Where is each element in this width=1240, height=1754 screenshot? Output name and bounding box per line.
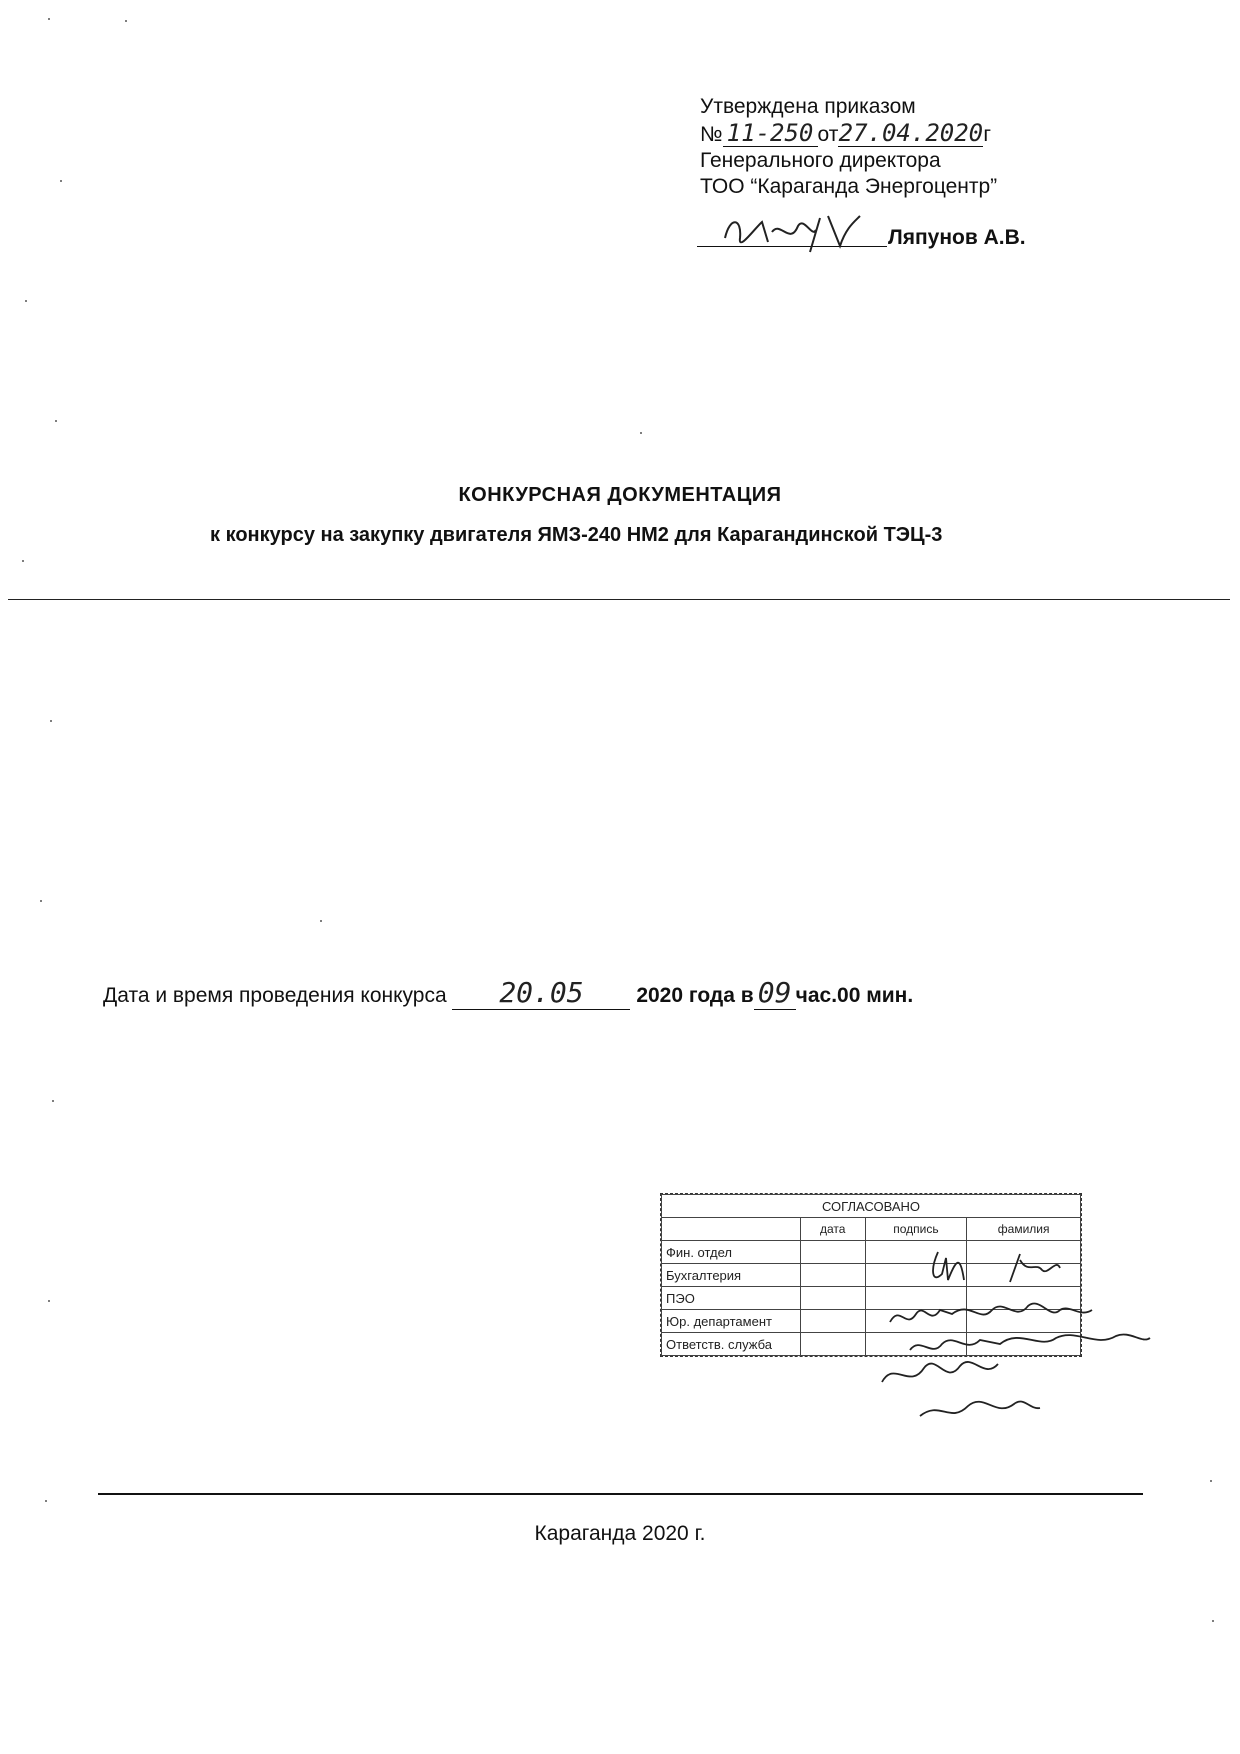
scan-speck — [60, 180, 62, 182]
number-prefix: № — [700, 123, 723, 146]
document-title: КОНКУРСНАЯ ДОКУМЕНТАЦИЯ — [458, 484, 782, 506]
scan-speck — [50, 720, 52, 722]
company-name: ТОО “Караганда Энергоцентр” — [700, 175, 998, 198]
stamp-signatures — [880, 1240, 1160, 1430]
datetime-label: Дата и время проведения конкурса — [103, 984, 447, 1007]
scan-speck — [125, 20, 127, 22]
contest-datetime — [103, 976, 913, 1010]
scan-speck — [320, 920, 322, 922]
scan-speck — [25, 300, 27, 302]
stamp-col-signature: подпись — [865, 1218, 967, 1241]
scan-speck — [640, 432, 642, 434]
scan-speck — [48, 18, 50, 20]
stamp-row-label: ПЭО — [662, 1287, 801, 1310]
scan-speck — [40, 900, 42, 902]
year-suffix: г — [983, 123, 992, 146]
signer-name: Ляпунов А.В. — [888, 226, 1026, 249]
approval-block — [700, 94, 997, 200]
scan-fold-line — [8, 599, 1230, 600]
year-text: 2020 года в — [636, 984, 754, 1007]
stamp-row-label: Фин. отдел — [662, 1241, 801, 1264]
approval-title: Утверждена приказом — [700, 95, 916, 118]
scan-speck — [48, 1300, 50, 1302]
stamp-col-date: дата — [801, 1218, 866, 1241]
scan-speck — [45, 1500, 47, 1502]
stamp-col-surname: фамилия — [967, 1218, 1081, 1241]
scan-speck — [1210, 1480, 1212, 1482]
director-signature — [720, 208, 870, 254]
scan-speck — [22, 560, 24, 562]
scan-speck — [52, 1100, 54, 1102]
stamp-row-label: Юр. департамент — [662, 1310, 801, 1333]
order-date: 27.04.2020 — [838, 119, 984, 147]
contest-date: 20.05 — [452, 976, 630, 1010]
city-year: Караганда 2020 г. — [534, 1522, 706, 1545]
stamp-row-label: Ответств. служба — [662, 1333, 801, 1356]
stamp-row-label: Бухгалтерия — [662, 1264, 801, 1287]
time-tail: час.00 мин. — [795, 984, 914, 1007]
scan-speck — [55, 420, 57, 422]
order-number: 11-250 — [723, 120, 818, 147]
scan-speck — [1212, 1620, 1214, 1622]
footer-rule — [98, 1493, 1143, 1495]
contest-hour: 09 — [754, 976, 796, 1010]
director-title: Генерального директора — [700, 149, 941, 172]
from-label: от — [817, 123, 839, 146]
stamp-header: СОГЛАСОВАНО — [662, 1195, 1081, 1218]
order-line — [700, 120, 997, 148]
document-subtitle: к конкурсу на закупку двигателя ЯМЗ-240 НМ2 для Карагандинской ТЭЦ-3 — [210, 524, 943, 546]
